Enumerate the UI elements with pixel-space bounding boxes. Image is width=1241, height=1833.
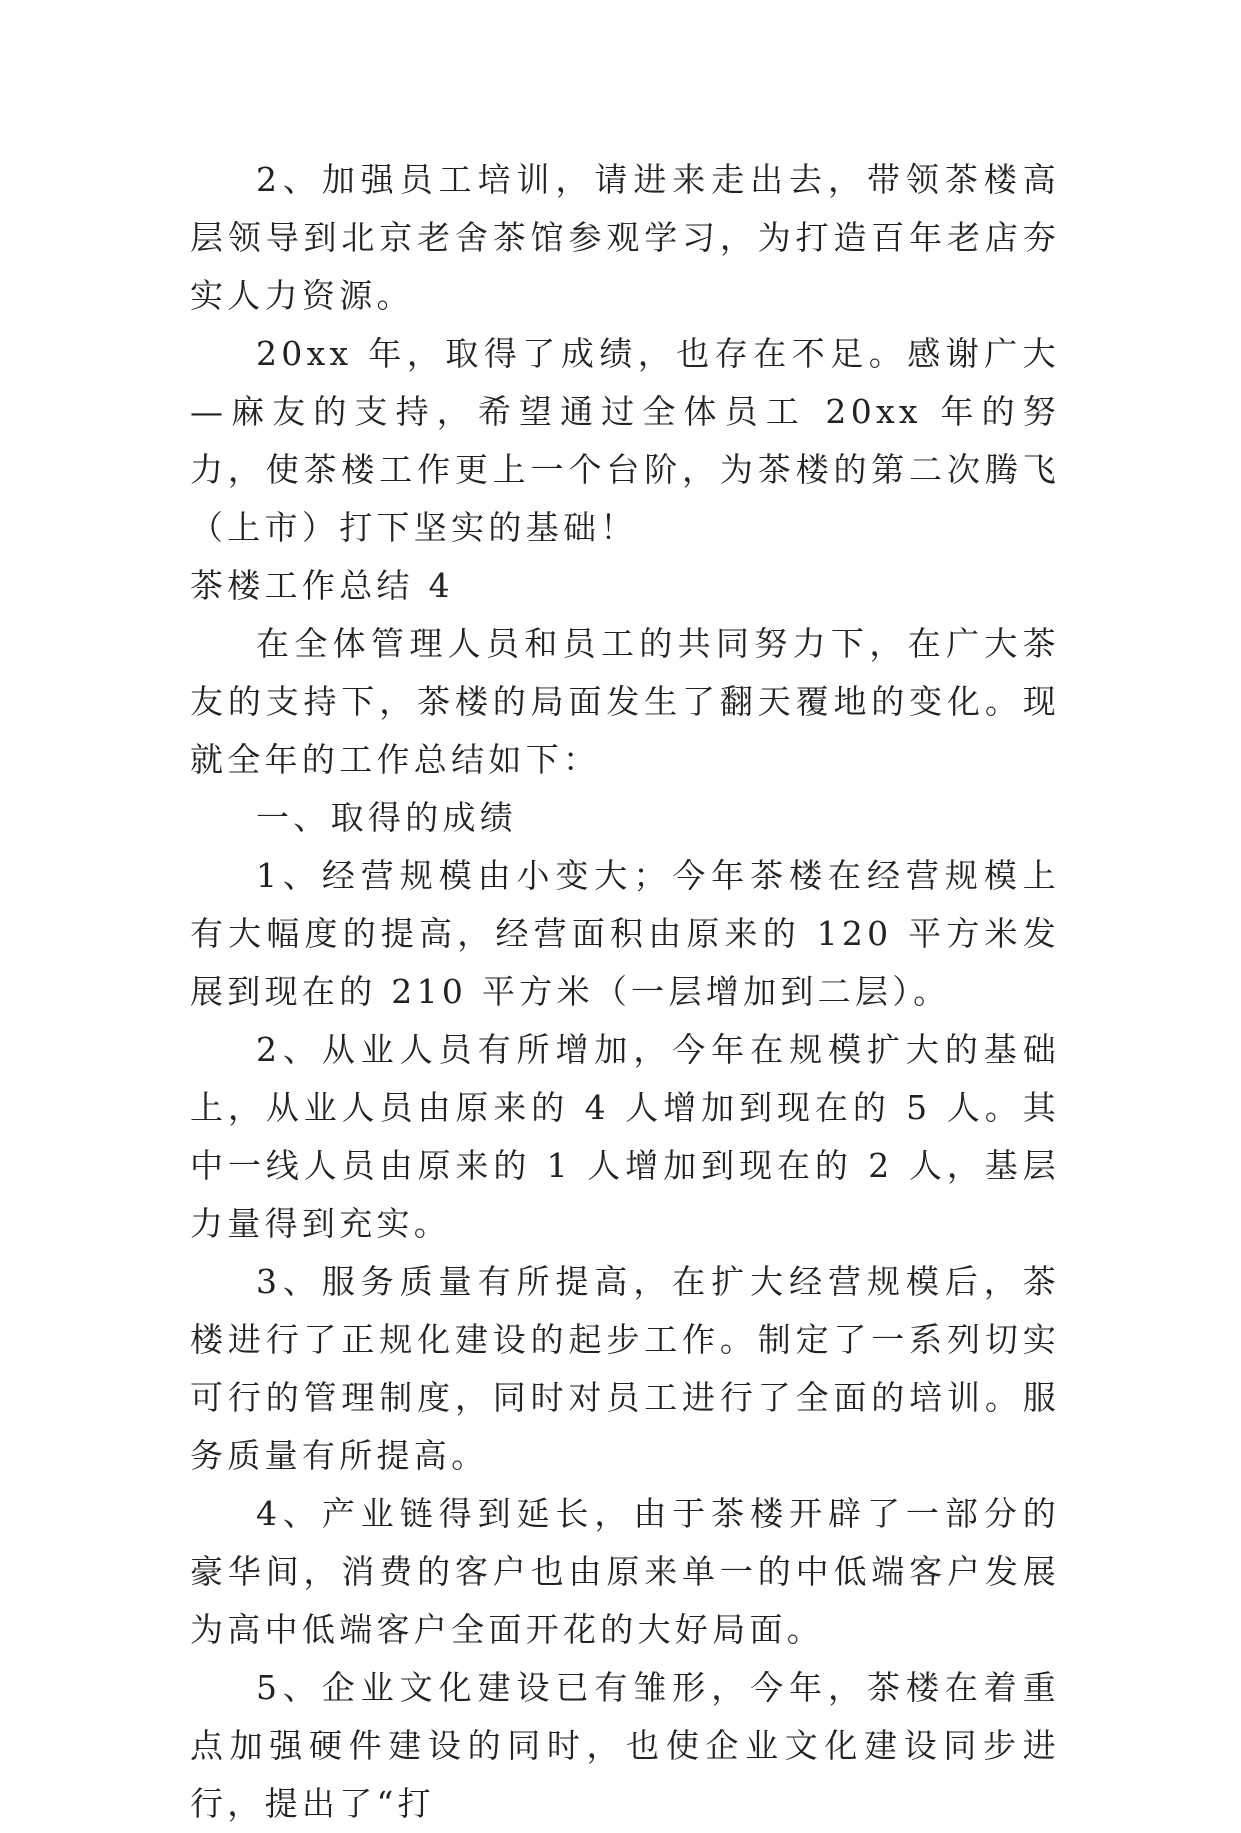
paragraph-item-2: 2、从业人员有所增加，今年在规模扩大的基础上，从业人员由原来的 4 人增加到现在的 5 人。其中一线人员由原来的 1 人增加到现在的 2 人，基层力量得到充实。 — [190, 1030, 1060, 1243]
paragraph-training: 2、加强员工培训，请进来走出去，带领茶楼高层领导到北京老舍茶馆参观学习，为打造百年老店夯实人力资源。 — [190, 160, 1060, 315]
document-body — [190, 151, 1060, 1833]
paragraph-item-5: 5、企业文化建设已有雏形，今年，茶楼在着重点加强硬件建设的同时，也使企业文化建设同步进行，提出了“打 — [190, 1668, 1060, 1823]
paragraph-item-1: 1、经营规模由小变大；今年茶楼在经营规模上有大幅度的提高，经营面积由原来的 120 平方米发展到现在的 210 平方米（一层增加到二层）。 — [190, 856, 1060, 1011]
paragraph-item-3: 3、服务质量有所提高，在扩大经营规模后，茶楼进行了正规化建设的起步工作。制定了一系列切实可行的管理制度，同时对员工进行了全面的培训。服务质量有所提高。 — [190, 1262, 1060, 1475]
paragraph-item-4: 4、产业链得到延长，由于茶楼开辟了一部分的豪华间，消费的客户也由原来单一的中低端客户发展为高中低端客户全面开花的大好局面。 — [190, 1494, 1060, 1649]
paragraph-year-summary: 20xx 年，取得了成绩，也存在不足。感谢广大—麻友的支持，希望通过全体员工 20xx 年的努力，使茶楼工作更上一个台阶，为茶楼的第二次腾飞（上市）打下坚实的基础！ — [190, 334, 1060, 547]
paragraph-intro: 在全体管理人员和员工的共同努力下，在广大茶友的支持下，茶楼的局面发生了翻天覆地的变化。现就全年的工作总结如下： — [190, 624, 1060, 779]
subheading-achievements: 一、取得的成绩 — [256, 798, 518, 837]
section-heading: 茶楼工作总结 4 — [190, 566, 454, 605]
